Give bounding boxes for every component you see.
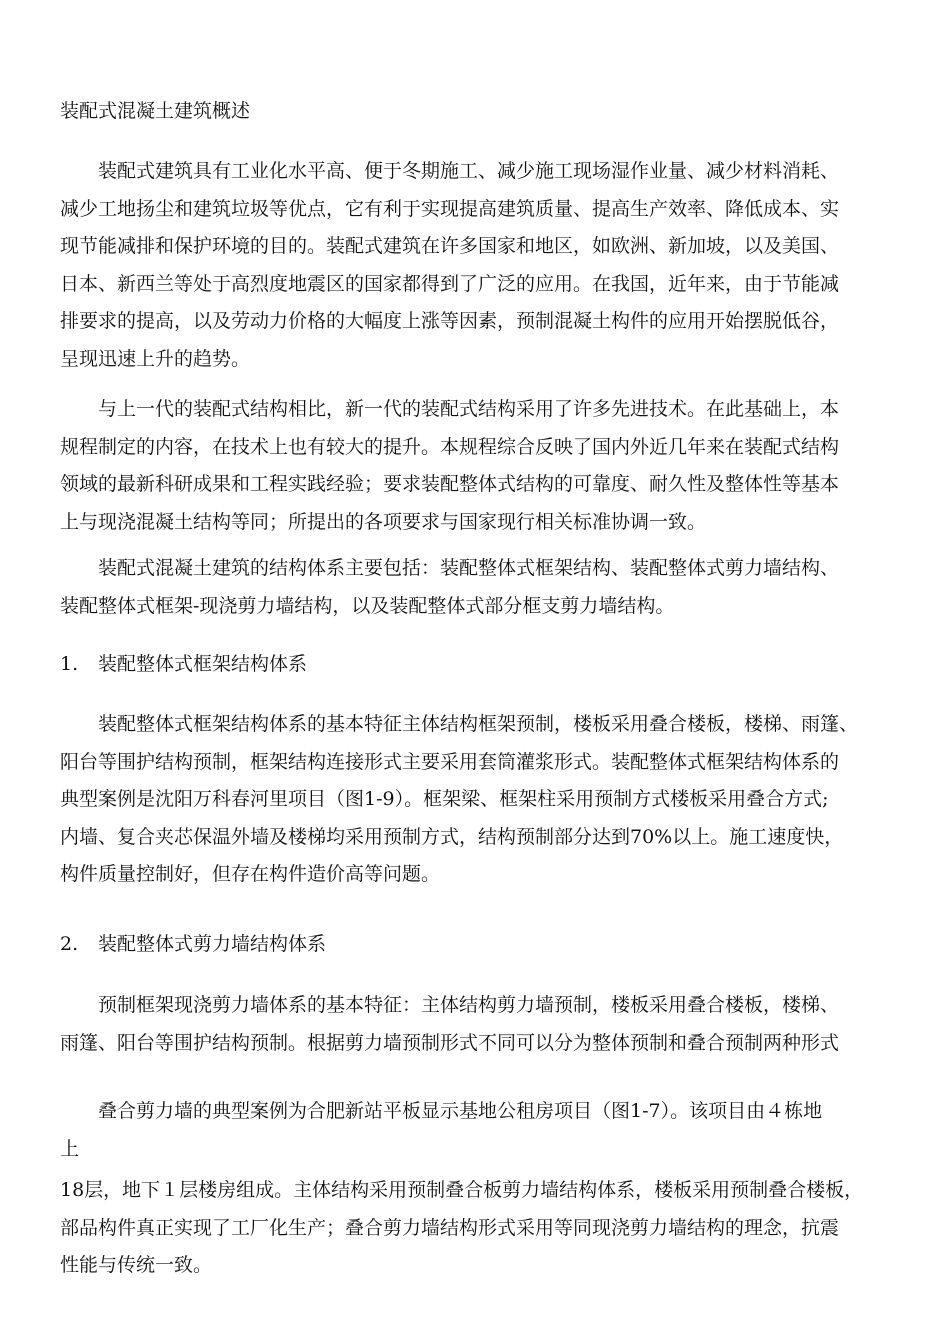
document-title [60, 93, 900, 131]
paragraph-2 [60, 391, 900, 541]
text-line: 领域的最新科研成果和工程实践经验；要求装配整体式结构的可靠度、耐久性及整体性等基本 [60, 473, 840, 495]
text-line: 现节能减排和保护环境的目的。装配式建筑在许多国家和地区，如欧洲、新加坡，以及美国、 [60, 235, 840, 257]
text-line: 与上一代的装配式结构相比，新一代的装配式结构采用了许多先进技术。在此基础上，本 [98, 398, 840, 420]
text-line: 规程制定的内容，在技术上也有较大的提升。本规程综合反映了国内外近几年来在装配式结构 [60, 435, 840, 458]
heading-text: 装配整体式剪力墙结构体系 [98, 933, 327, 955]
heading-number: 1. [60, 653, 79, 675]
paragraph-5 [60, 987, 900, 1062]
text-line: 18层，地下１层楼房组成。主体结构采用预制叠合板剪力墙结构体系，楼板采用预制叠合楼板， [60, 1179, 864, 1201]
text-line: 装配整体式框架结构体系的基本特征主体结构框架预制，楼板采用叠合楼板，楼梯、雨篷、 [98, 713, 859, 735]
text-line: 预制框架现浇剪力墙体系的基本特征：主体结构剪力墙预制，楼板采用叠合楼板，楼梯、 [98, 994, 840, 1016]
title-text: 装配式混凝土建筑概述 [60, 100, 251, 122]
paragraph-6 [60, 1093, 900, 1168]
text-line: 日本、新西兰等处于高烈度地震区的国家都得到了广泛的应用。在我国，近年来，由于节能减 [60, 272, 840, 295]
text-line: 装配整体式框架-现浇剪力墙结构，以及装配整体式部分框支剪力墙结构。 [60, 594, 675, 617]
paragraph-3 [60, 550, 900, 625]
paragraph-4 [60, 706, 900, 894]
text-line: 构件质量控制好，但存在构件造价高等问题。 [60, 863, 441, 885]
text-line: 上与现浇混凝土结构等同；所提出的各项要求与国家现行相关标准协调一致。 [60, 510, 707, 533]
text-line: 排要求的提高，以及劳动力价格的大幅度上涨等因素，预制混凝土构件的应用开始摆脱低谷， [60, 310, 840, 332]
heading-line [60, 646, 900, 684]
text-line: 装配式混凝土建筑的结构体系主要包括：装配整体式框架结构、装配整体式剪力墙结构、 [98, 557, 840, 579]
text-line: 叠合剪力墙的典型案例为合肥新站平板显示基地公租房项目（图1-7）。该项目由４栋地 [98, 1100, 823, 1122]
heading-line [60, 926, 900, 964]
text-line: 典型案例是沈阳万科春河里项目（图1-9）。框架梁、框架柱采用预制方式楼板采用叠合方式; [60, 788, 829, 810]
heading-text: 装配整体式框架结构体系 [98, 653, 308, 675]
text-line: 部品构件真正实现了工厂化生产；叠合剪力墙结构形式采用等同现浇剪力墙结构的理念，抗震 [60, 1216, 840, 1239]
text-line: 上 [60, 1137, 80, 1160]
section-heading-2 [60, 926, 900, 964]
paragraph-1 [60, 153, 900, 378]
text-line: 内墙、复合夹芯保温外墙及楼梯均采用预制方式，结构预制部分达到70%以上。施工速度快， [60, 825, 844, 848]
text-line: 性能与传统一致。 [60, 1254, 213, 1276]
heading-number: 2. [60, 933, 79, 955]
text-line: 雨篷、阳台等围护结构预制。根据剪力墙预制形式不同可以分为整体预制和叠合预制两种形式 [60, 1031, 840, 1054]
text-line: 阳台等围护结构预制，框架结构连接形式主要采用套筒灌浆形式。装配整体式框架结构体系的 [60, 750, 840, 773]
text-line: 装配式建筑具有工业化水平高、便于冬期施工、减少施工现场湿作业量、减少材料消耗、 [98, 160, 840, 182]
text-line: 呈现迅速上升的趋势。 [60, 347, 251, 370]
text-line: 减少工地扬尘和建筑垃圾等优点，它有利于实现提高建筑质量、提高生产效率、降低成本、实 [60, 197, 840, 220]
paragraph-7 [60, 1172, 900, 1285]
section-heading-1 [60, 646, 900, 684]
